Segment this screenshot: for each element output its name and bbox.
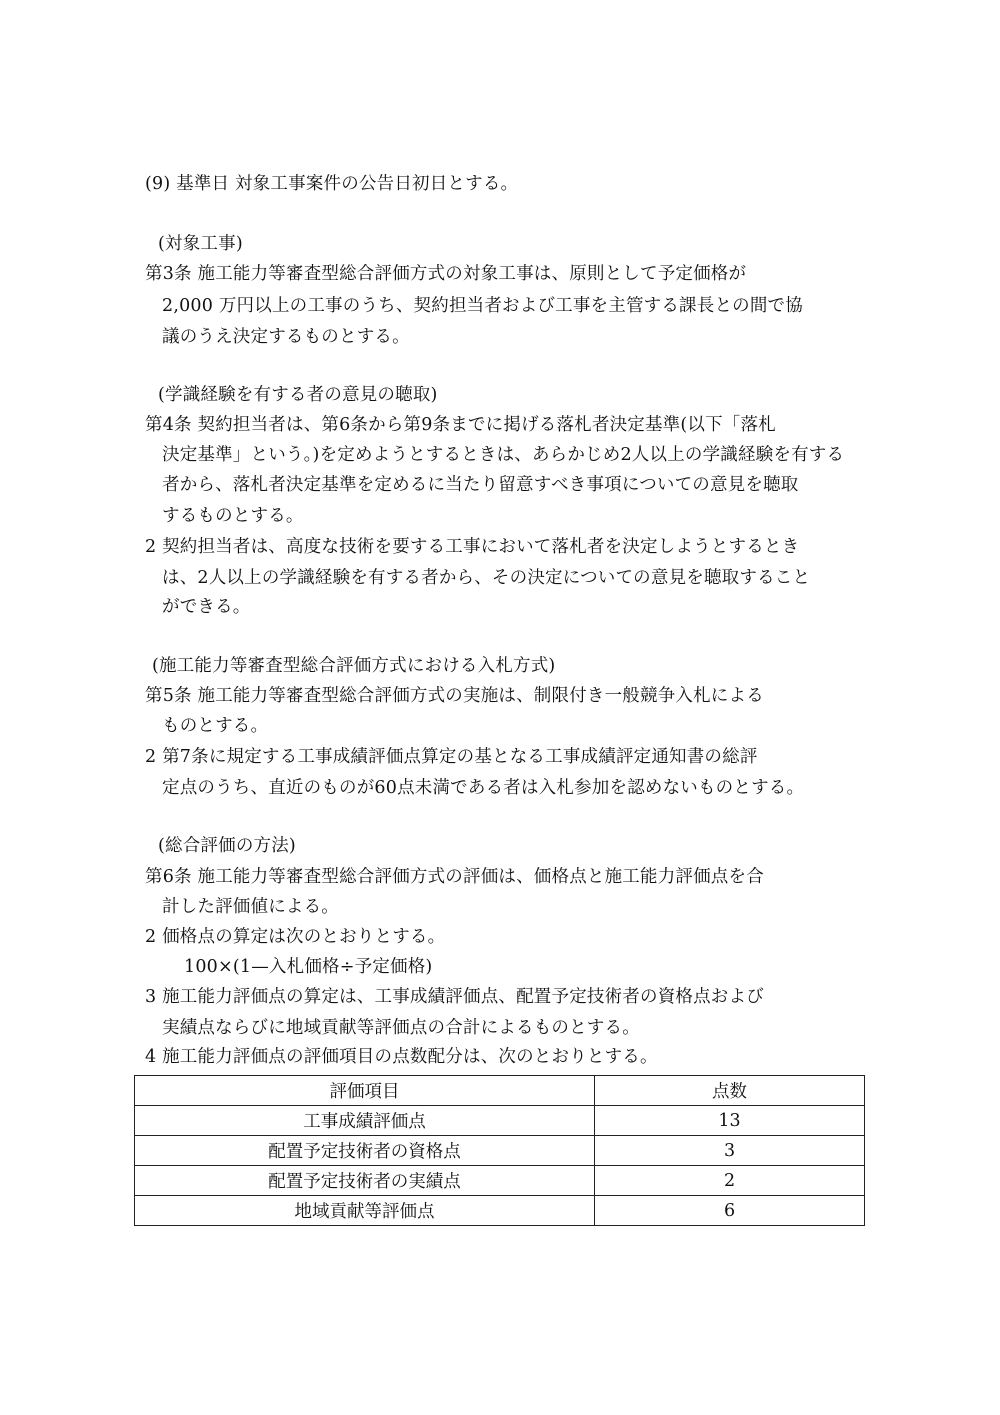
table-row: [135, 1136, 865, 1166]
article-4-line: 第4条 契約担当者は、第6条から第9条までに掲げる落札者決定基準(以下「落札: [145, 415, 776, 435]
table-cell-points: 6: [595, 1196, 865, 1226]
table-cell-item: 配置予定技術者の実績点: [135, 1166, 595, 1196]
table-cell-item: 工事成績評価点: [135, 1106, 595, 1136]
table-cell-points: 3: [595, 1136, 865, 1166]
table-cell-item: 地域貢献等評価点: [135, 1196, 595, 1226]
article-4-heading: (学識経験を有する者の意見の聴取): [158, 385, 438, 405]
article-5-line: 2 第7条に規定する工事成績評価点算定の基となる工事成績評定通知書の総評: [145, 747, 758, 767]
table-row: [135, 1106, 865, 1136]
table-cell-points: 13: [595, 1106, 865, 1136]
article-4-line: 決定基準」という。)を定めようとするときは、あらかじめ2人以上の学識経験を有する: [162, 445, 845, 465]
table-cell-points: 2: [595, 1166, 865, 1196]
table-row: [135, 1196, 865, 1226]
article-5-heading: (施工能力等審査型総合評価方式における入札方式): [152, 656, 556, 676]
price-formula: 100×(1—入札価格÷予定価格): [184, 957, 433, 977]
header-points: 点数: [595, 1076, 865, 1106]
table-header-row: [135, 1076, 865, 1106]
article-6-line: 4 施工能力評価点の評価項目の点数配分は、次のとおりとする。: [145, 1047, 658, 1067]
article-5-line: 定点のうち、直近のものが60点未満である者は入札参加を認めないものとする。: [162, 778, 805, 798]
header-evaluation-item: 評価項目: [135, 1076, 595, 1106]
article-4-line: ができる。: [162, 597, 251, 617]
article-6-line: 計した評価値による。: [162, 897, 339, 917]
article-5-line: 第5条 施工能力等審査型総合評価方式の実施は、制限付き一般競争入札による: [145, 686, 764, 706]
article-4-line: するものとする。: [162, 506, 304, 526]
article-4-line: は、2人以上の学識経験を有する者から、その決定についての意見を聴取すること: [162, 568, 811, 588]
table-cell-item: 配置予定技術者の資格点: [135, 1136, 595, 1166]
article-3-line: 2,000 万円以上の工事のうち、契約担当者および工事を主管する課長との間で協: [162, 296, 803, 316]
article-5-line: ものとする。: [162, 716, 269, 736]
article-3-line: 第3条 施工能力等審査型総合評価方式の対象工事は、原則として予定価格が: [145, 264, 747, 284]
article-3-heading: (対象工事): [158, 234, 243, 254]
article-4-line: 者から、落札者決定基準を定めるに当たり留意すべき事項についての意見を聴取: [162, 475, 799, 495]
article-6-heading: (総合評価の方法): [158, 836, 296, 856]
article-6-line: 実績点ならびに地域貢献等評価点の合計によるものとする。: [162, 1018, 640, 1038]
article-3-line: 議のうえ決定するものとする。: [162, 327, 410, 347]
article-6-line: 第6条 施工能力等審査型総合評価方式の評価は、価格点と施工能力評価点を合: [145, 867, 764, 887]
score-allocation-table: [134, 1075, 865, 1226]
article-6-line: 2 価格点の算定は次のとおりとする。: [145, 927, 446, 947]
article-4-line: 2 契約担当者は、高度な技術を要する工事において落札者を決定しようとするとき: [145, 537, 800, 557]
item-9-standard-date: (9) 基準日 対象工事案件の公告日初日とする。: [145, 174, 519, 194]
table-row: [135, 1166, 865, 1196]
article-6-line: 3 施工能力評価点の算定は、工事成績評価点、配置予定技術者の資格点および: [145, 987, 764, 1007]
